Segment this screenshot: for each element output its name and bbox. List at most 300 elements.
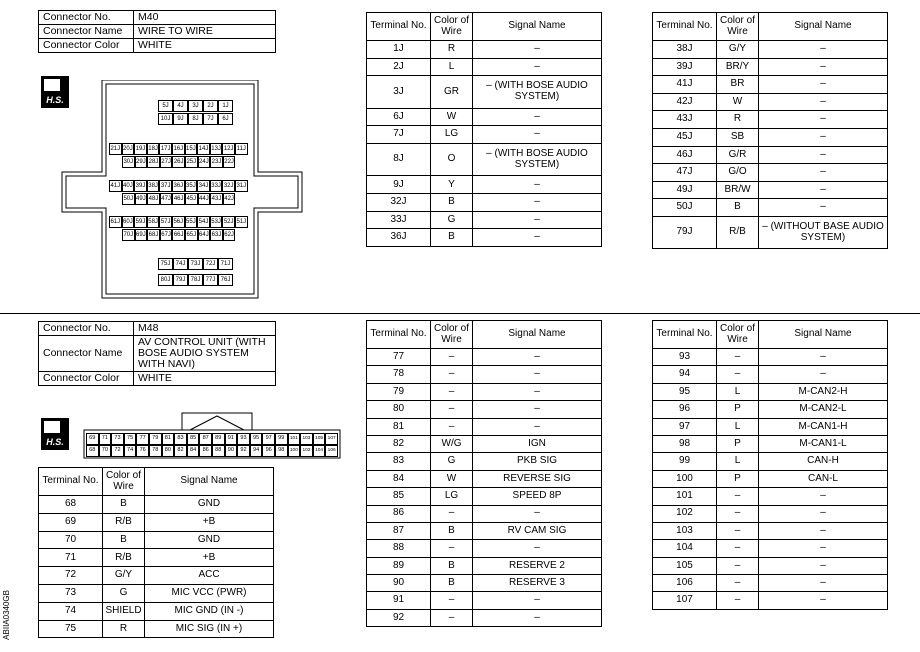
pin-cell: 78J <box>188 274 203 286</box>
signal-name: GND <box>145 531 274 549</box>
wire-color: SB <box>717 128 759 146</box>
pin-cell: 96 <box>262 445 275 457</box>
wire-color: B <box>431 557 473 574</box>
terminal-no: 45J <box>653 128 717 146</box>
terminal-no: 47J <box>653 164 717 182</box>
pin-cell: 74J <box>173 258 188 270</box>
pin-cell: 16J <box>172 143 185 155</box>
terminal-no-header: Terminal No. <box>367 13 431 41</box>
table-row <box>653 453 888 470</box>
wire-color: G <box>431 211 473 229</box>
pin-cell: 52J <box>222 216 235 228</box>
signal-name: +B <box>145 549 274 567</box>
pin-cell: 61J <box>109 216 122 228</box>
wire-color: – <box>717 540 759 557</box>
wire-color: – <box>431 418 473 435</box>
table-row <box>653 366 888 383</box>
pin-cell: 62J <box>223 229 236 241</box>
pin-cell: 23J <box>210 156 223 168</box>
pin-cell: 63J <box>210 229 223 241</box>
pin-cell: 66J <box>172 229 185 241</box>
wire-color: W <box>431 470 473 487</box>
terminal-no-header: Terminal No. <box>39 468 103 496</box>
wire-color: G <box>431 453 473 470</box>
wire-color: – <box>717 505 759 522</box>
wire-color: L <box>717 383 759 400</box>
pin-cell: 82 <box>174 445 187 457</box>
pin-cell: 79J <box>173 274 188 286</box>
signal-name: – <box>759 505 888 522</box>
table-row <box>367 76 602 109</box>
signal-name: – <box>473 592 602 609</box>
pin-cell: 71 <box>99 433 112 445</box>
pin-cell: 8J <box>188 113 203 125</box>
terminal-no: 42J <box>653 93 717 111</box>
m48-connector-info <box>38 321 276 386</box>
terminal-no: 96 <box>653 401 717 418</box>
terminal-no: 9J <box>367 176 431 194</box>
connector-color-label: Connector Color <box>39 39 134 53</box>
table-row <box>39 602 274 620</box>
table-row <box>653 557 888 574</box>
pin-cell: 99 <box>275 433 288 445</box>
m48-terminal-table-3 <box>652 320 888 610</box>
wire-color: – <box>717 488 759 505</box>
pin-cell: 78 <box>149 445 162 457</box>
table-row <box>367 401 602 418</box>
terminal-no: 88 <box>367 540 431 557</box>
pin-cell: 54J <box>197 216 210 228</box>
signal-name-header: Signal Name <box>473 13 602 41</box>
pin-cell: 75 <box>124 433 137 445</box>
signal-name: – <box>473 349 602 366</box>
connector-name: AV CONTROL UNIT (WITH BOSE AUDIO SYSTEM WITH NAVI) <box>134 336 276 372</box>
terminal-no: 93 <box>653 349 717 366</box>
pin-cell: 28J <box>147 156 160 168</box>
connector-color-label: Connector Color <box>39 372 134 386</box>
terminal-no: 43J <box>653 111 717 129</box>
terminal-no: 39J <box>653 58 717 76</box>
wire-color: – <box>431 540 473 557</box>
pin-cell: 37J <box>159 180 172 192</box>
terminal-no: 92 <box>367 609 431 626</box>
terminal-no: 72 <box>39 567 103 585</box>
pin-cell: 4J <box>173 100 188 112</box>
terminal-no: 6J <box>367 108 431 126</box>
pin-cell: 6J <box>218 113 233 125</box>
terminal-no: 68 <box>39 496 103 514</box>
wire-color: – <box>431 505 473 522</box>
table-row <box>367 435 602 452</box>
pin-cell: 98 <box>275 445 288 457</box>
wire-color: B <box>431 194 473 212</box>
wire-color: G/Y <box>103 567 145 585</box>
table-row <box>653 522 888 539</box>
pin-cell: 47J <box>160 193 173 205</box>
wire-color: G <box>103 584 145 602</box>
pin-cell: 88 <box>212 445 225 457</box>
pin-cell: 58J <box>147 216 160 228</box>
signal-name: PKB SIG <box>473 453 602 470</box>
wire-color: G/O <box>717 164 759 182</box>
table-row <box>653 505 888 522</box>
terminal-no: 104 <box>653 540 717 557</box>
signal-name: MIC GND (IN -) <box>145 602 274 620</box>
wire-color: B <box>431 522 473 539</box>
wire-color: – <box>717 366 759 383</box>
table-row <box>367 41 602 59</box>
terminal-no: 33J <box>367 211 431 229</box>
wire-color: – <box>431 401 473 418</box>
connector-name-label: Connector Name <box>39 336 134 372</box>
pin-cell: 97 <box>262 433 275 445</box>
signal-name: – <box>759 58 888 76</box>
pin-cell: 14J <box>197 143 210 155</box>
terminal-no: 99 <box>653 453 717 470</box>
connector-color: WHITE <box>134 39 276 53</box>
pin-cell: 83 <box>174 433 187 445</box>
wire-color: G/Y <box>717 41 759 59</box>
terminal-no: 105 <box>653 557 717 574</box>
wire-color: Y <box>431 176 473 194</box>
pin-cell: 71J <box>218 258 233 270</box>
wire-color: – <box>431 609 473 626</box>
signal-name: – <box>473 126 602 144</box>
pin-cell: 7J <box>203 113 218 125</box>
table-row <box>367 176 602 194</box>
pin-cell: 68 <box>86 445 99 457</box>
wire-color-header: Color of Wire <box>717 13 759 41</box>
pin-cell: 77J <box>203 274 218 286</box>
terminal-no: 41J <box>653 76 717 94</box>
signal-name: CAN-H <box>759 453 888 470</box>
terminal-no: 75 <box>39 620 103 638</box>
terminal-no: 89 <box>367 557 431 574</box>
signal-name: +B <box>145 513 274 531</box>
pin-cell: 41J <box>109 180 122 192</box>
terminal-no: 79 <box>367 383 431 400</box>
terminal-no: 103 <box>653 522 717 539</box>
table-row <box>39 531 274 549</box>
wire-color: – <box>431 383 473 400</box>
pin-cell: 70 <box>99 445 112 457</box>
pin-cell: 60J <box>122 216 135 228</box>
signal-name: – <box>759 41 888 59</box>
figure-code: ABIIA0340GB <box>2 590 11 640</box>
table-row <box>367 540 602 557</box>
table-row <box>653 349 888 366</box>
table-row <box>653 401 888 418</box>
wire-color: – <box>717 575 759 592</box>
signal-name-header: Signal Name <box>145 468 274 496</box>
wire-color: P <box>717 435 759 452</box>
terminal-no: 97 <box>653 418 717 435</box>
wire-color: LG <box>431 126 473 144</box>
m48-terminal-table-2 <box>366 320 602 627</box>
table-row <box>367 126 602 144</box>
table-row <box>653 128 888 146</box>
table-row <box>653 488 888 505</box>
table-row <box>653 199 888 217</box>
terminal-no: 94 <box>653 366 717 383</box>
pin-cell: 33J <box>210 180 223 192</box>
connector-color: WHITE <box>134 372 276 386</box>
table-row <box>367 211 602 229</box>
terminal-no: 107 <box>653 592 717 609</box>
table-row <box>367 108 602 126</box>
signal-name: – <box>473 401 602 418</box>
pin-cell: 50J <box>122 193 135 205</box>
pin-cell: 68J <box>147 229 160 241</box>
wire-color: B <box>431 575 473 592</box>
signal-name: – <box>473 383 602 400</box>
pin-cell: 105 <box>313 433 326 445</box>
pin-cell: 18J <box>147 143 160 155</box>
terminal-no: 87 <box>367 522 431 539</box>
terminal-no: 82 <box>367 435 431 452</box>
wire-color-header: Color of Wire <box>431 321 473 349</box>
signal-name: – <box>759 128 888 146</box>
signal-name: – <box>759 488 888 505</box>
pin-cell: 27J <box>160 156 173 168</box>
terminal-no: 46J <box>653 146 717 164</box>
terminal-no: 73 <box>39 584 103 602</box>
table-row <box>653 470 888 487</box>
terminal-no: 101 <box>653 488 717 505</box>
signal-name: M-CAN2-H <box>759 383 888 400</box>
terminal-no: 8J <box>367 143 431 176</box>
wire-color: B <box>717 199 759 217</box>
pin-cell: 13J <box>210 143 223 155</box>
pin-cell: 92 <box>237 445 250 457</box>
signal-name-header: Signal Name <box>473 321 602 349</box>
terminal-no: 100 <box>653 470 717 487</box>
table-row <box>367 557 602 574</box>
pin-cell: 34J <box>197 180 210 192</box>
pin-cell: 25J <box>185 156 198 168</box>
terminal-no: 78 <box>367 366 431 383</box>
signal-name: – <box>759 111 888 129</box>
pin-cell: 80J <box>158 274 173 286</box>
signal-name: – <box>759 349 888 366</box>
pin-cell: 76J <box>218 274 233 286</box>
pin-cell: 72 <box>111 445 124 457</box>
harness-side-icon <box>41 418 69 450</box>
pin-cell: 29J <box>135 156 148 168</box>
table-row <box>39 567 274 585</box>
pin-cell: 85 <box>187 433 200 445</box>
pin-cell: 104 <box>313 445 326 457</box>
terminal-no: 1J <box>367 41 431 59</box>
table-row <box>39 620 274 638</box>
m40-terminal-table-2 <box>652 12 888 249</box>
signal-name: M-CAN1-L <box>759 435 888 452</box>
pin-cell: 43J <box>210 193 223 205</box>
terminal-no: 69 <box>39 513 103 531</box>
signal-name: – <box>473 418 602 435</box>
table-row <box>39 549 274 567</box>
table-row <box>367 143 602 176</box>
terminal-no: 49J <box>653 181 717 199</box>
connector-no: M48 <box>134 322 276 336</box>
terminal-no: 38J <box>653 41 717 59</box>
signal-name: – <box>473 194 602 212</box>
pin-cell: 70J <box>122 229 135 241</box>
wire-color: R/B <box>717 216 759 249</box>
table-row <box>653 164 888 182</box>
wire-color: L <box>717 453 759 470</box>
table-row <box>653 592 888 609</box>
pin-cell: 59J <box>134 216 147 228</box>
wire-color: B <box>431 229 473 247</box>
table-row <box>367 383 602 400</box>
signal-name: RESERVE 2 <box>473 557 602 574</box>
pin-cell: 65J <box>185 229 198 241</box>
pin-cell: 102 <box>300 445 313 457</box>
wire-color: R/B <box>103 513 145 531</box>
signal-name: – <box>473 58 602 76</box>
table-row <box>367 505 602 522</box>
signal-name: – <box>473 41 602 59</box>
signal-name: – <box>473 108 602 126</box>
pin-cell: 103 <box>300 433 313 445</box>
pin-cell: 22J <box>223 156 236 168</box>
pin-cell: 21J <box>109 143 122 155</box>
pin-cell: 20J <box>122 143 135 155</box>
pin-cell: 101 <box>288 433 301 445</box>
terminal-no: 81 <box>367 418 431 435</box>
pin-cell: 90 <box>225 445 238 457</box>
signal-name: SPEED 8P <box>473 488 602 505</box>
table-row <box>653 435 888 452</box>
terminal-no: 50J <box>653 199 717 217</box>
wire-color-header: Color of Wire <box>717 321 759 349</box>
pin-cell: 3J <box>188 100 203 112</box>
hs-label: H.S. <box>46 437 64 447</box>
table-row <box>367 609 602 626</box>
pin-cell: 93 <box>237 433 250 445</box>
table-row <box>367 522 602 539</box>
table-row <box>653 216 888 249</box>
terminal-no: 77 <box>367 349 431 366</box>
m40-terminal-table-1 <box>366 12 602 247</box>
terminal-no: 102 <box>653 505 717 522</box>
wire-color: BR <box>717 76 759 94</box>
terminal-no: 71 <box>39 549 103 567</box>
pin-cell: 19J <box>134 143 147 155</box>
table-row <box>39 496 274 514</box>
section-divider <box>0 313 920 314</box>
signal-name: – <box>473 366 602 383</box>
pin-cell: 106 <box>325 445 338 457</box>
pin-cell: 86 <box>199 445 212 457</box>
table-row <box>367 418 602 435</box>
pin-cell: 24J <box>198 156 211 168</box>
table-row <box>39 584 274 602</box>
pin-cell: 44J <box>198 193 211 205</box>
terminal-no: 84 <box>367 470 431 487</box>
wire-color: – <box>717 557 759 574</box>
wire-color: BR/Y <box>717 58 759 76</box>
terminal-no: 91 <box>367 592 431 609</box>
pin-cell: 49J <box>135 193 148 205</box>
wire-color: W/G <box>431 435 473 452</box>
pin-cell: 73 <box>111 433 124 445</box>
wire-color: G/R <box>717 146 759 164</box>
connector-name-label: Connector Name <box>39 25 134 39</box>
signal-name: M-CAN2-L <box>759 401 888 418</box>
terminal-no: 74 <box>39 602 103 620</box>
pin-cell: 64J <box>198 229 211 241</box>
terminal-no: 86 <box>367 505 431 522</box>
signal-name: – <box>759 146 888 164</box>
table-row <box>367 194 602 212</box>
signal-name: – <box>759 575 888 592</box>
pin-cell: 1J <box>218 100 233 112</box>
signal-name: ACC <box>145 567 274 585</box>
pin-cell: 45J <box>185 193 198 205</box>
m48-terminal-table-1 <box>38 467 274 638</box>
wire-color: – <box>717 522 759 539</box>
signal-name: IGN <box>473 435 602 452</box>
pin-cell: 35J <box>185 180 198 192</box>
terminal-no: 95 <box>653 383 717 400</box>
pin-cell: 56J <box>172 216 185 228</box>
pin-cell: 42J <box>223 193 236 205</box>
wire-color: – <box>717 349 759 366</box>
table-row <box>367 592 602 609</box>
terminal-no-header: Terminal No. <box>367 321 431 349</box>
signal-name: RV CAM SIG <box>473 522 602 539</box>
signal-name: – <box>759 540 888 557</box>
signal-name: – <box>759 93 888 111</box>
wire-color: B <box>103 496 145 514</box>
pin-cell: 89 <box>212 433 225 445</box>
pin-cell: 15J <box>185 143 198 155</box>
pin-cell: 74 <box>124 445 137 457</box>
signal-name: MIC VCC (PWR) <box>145 584 274 602</box>
wire-color: R/B <box>103 549 145 567</box>
table-row <box>653 383 888 400</box>
connector-name: WIRE TO WIRE <box>134 25 276 39</box>
signal-name: – <box>473 229 602 247</box>
pin-cell: 79 <box>149 433 162 445</box>
table-row <box>367 488 602 505</box>
pin-cell: 94 <box>250 445 263 457</box>
wire-color: O <box>431 143 473 176</box>
terminal-no: 32J <box>367 194 431 212</box>
wire-color-header: Color of Wire <box>103 468 145 496</box>
connector-no-label: Connector No. <box>39 11 134 25</box>
pin-cell: 10J <box>158 113 173 125</box>
wire-color: B <box>103 531 145 549</box>
table-row <box>653 41 888 59</box>
signal-name: M-CAN1-H <box>759 418 888 435</box>
table-row <box>367 366 602 383</box>
signal-name-header: Signal Name <box>759 321 888 349</box>
pin-cell: 77 <box>136 433 149 445</box>
signal-name: – <box>473 211 602 229</box>
wire-color: W <box>431 108 473 126</box>
pin-cell: 81 <box>162 433 175 445</box>
wire-color: BR/W <box>717 181 759 199</box>
table-row <box>367 470 602 487</box>
pin-cell: 57J <box>159 216 172 228</box>
table-row <box>367 349 602 366</box>
wire-color: SHIELD <box>103 602 145 620</box>
signal-name: – <box>473 505 602 522</box>
terminal-no: 98 <box>653 435 717 452</box>
